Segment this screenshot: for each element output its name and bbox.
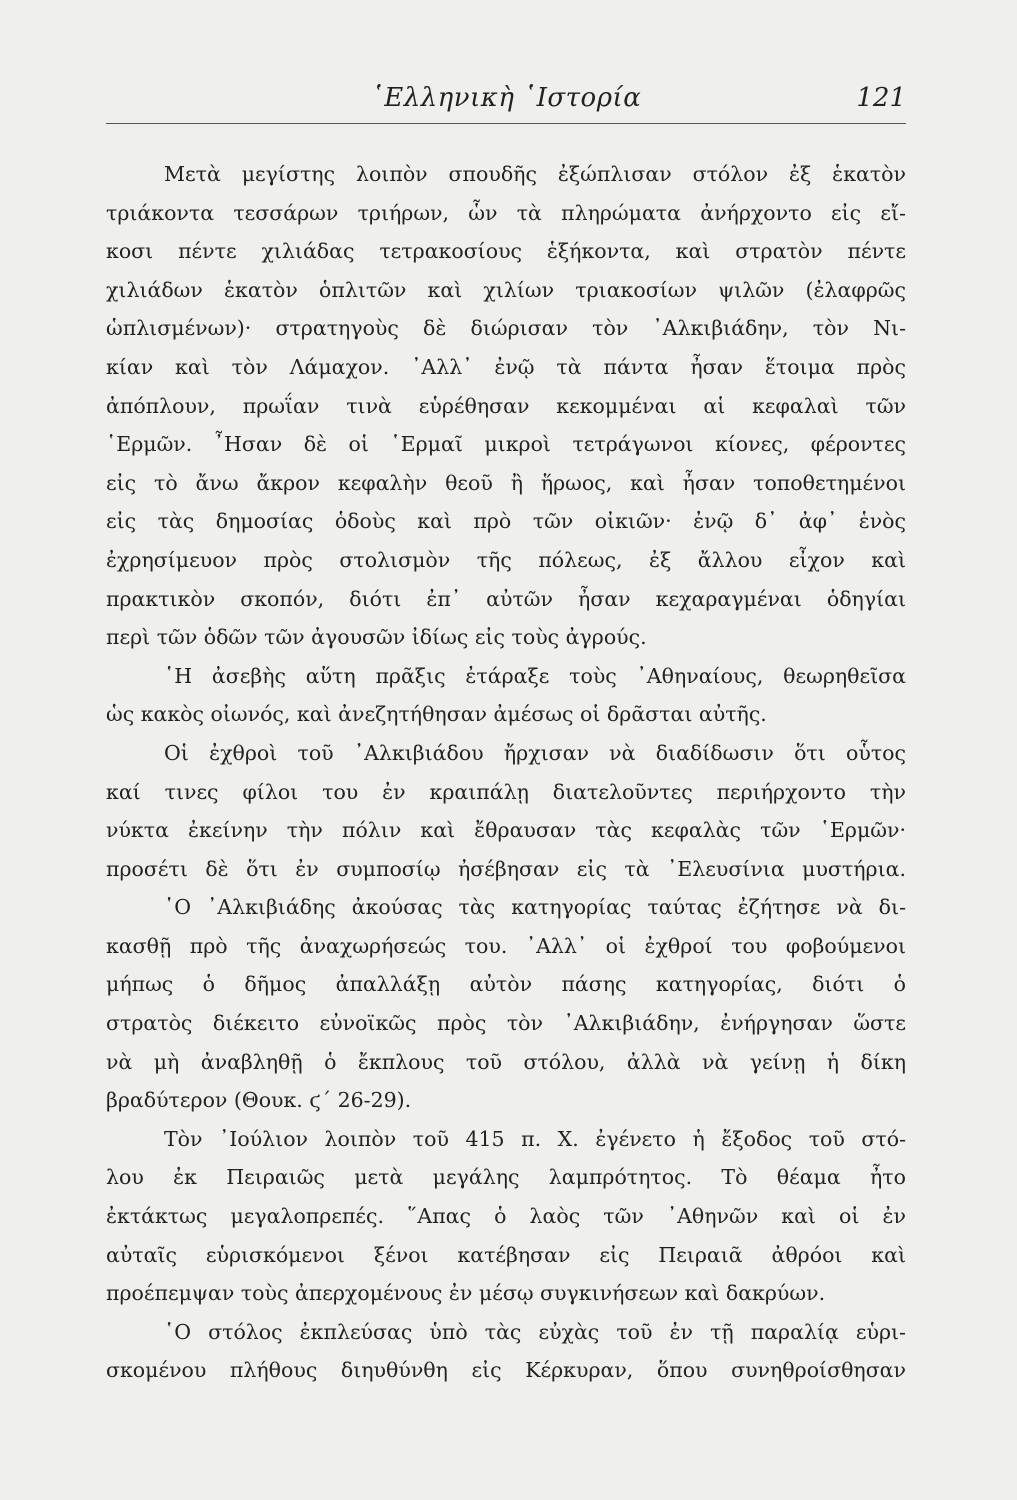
- page-number: 121: [856, 83, 906, 113]
- text-line: λου ἐκ Πειραιῶς μετὰ μεγάλης λαμπρότητος. Τὸ θέαμα ἦτο: [106, 1165, 906, 1190]
- text-line: νὰ μὴ ἀναβληθῇ ὁ ἔκπλους τοῦ στόλου, ἀλλὰ νὰ γείνῃ ἡ δίκη: [106, 1049, 906, 1074]
- text-line: ὡς κακὸς οἰωνός, καὶ ἀνεζητήθησαν ἀμέσως οἱ δρᾶσται αὐτῆς.: [106, 702, 767, 727]
- header-rule: [106, 123, 906, 124]
- running-title: ῾Ελληνικὴ ῾Ιστορία: [370, 83, 642, 113]
- running-header: [106, 83, 906, 123]
- text-line: Οἱ ἐχθροὶ τοῦ ᾿Αλκιβιάδου ἤρχισαν νὰ διαδίδωσιν ὅτι οὗτος: [164, 740, 906, 765]
- text-line: βραδύτερον (Θουκ. ϛ΄ 26-29).: [106, 1088, 412, 1113]
- text-line: ῾Ο ᾿Αλκιβιάδης ἀκούσας τὰς κατηγορίας ταύτας ἐζήτησε νὰ δι-: [164, 895, 906, 920]
- text-line: Τὸν ᾿Ιούλιον λοιπὸν τοῦ 415 π. Χ. ἐγένετο ἡ ἔξοδος τοῦ στό-: [164, 1126, 906, 1151]
- text-line: Μετὰ μεγίστης λοιπὸν σπουδῆς ἐξώπλισαν στόλον ἐξ ἑκατὸν: [164, 162, 906, 186]
- text-line: ῾Ο στόλος ἐκπλεύσας ὑπὸ τὰς εὐχὰς τοῦ ἐν τῇ παραλίᾳ εὑρι-: [164, 1319, 906, 1344]
- text-line: εἰς τὰς δημοσίας ὁδοὺς καὶ πρὸ τῶν οἰκιῶν· ἐνῷ δ᾿ ἀφ᾿ ἑνὸς: [106, 509, 906, 534]
- text-line: κασθῇ πρὸ τῆς ἀναχωρήσεώς του. ᾿Αλλ᾿ οἱ ἐχθροί του φοβούμενοι: [106, 933, 906, 958]
- text-line: εἰς τὸ ἄνω ἄκρον κεφαλὴν θεοῦ ἢ ἥρωος, καὶ ἦσαν τοποθετημένοι: [106, 470, 906, 495]
- text-line: προσέτι δὲ ὅτι ἐν συμποσίῳ ἠσέβησαν εἰς τὰ ᾿Ελευσίνια μυστήρια.: [106, 856, 906, 881]
- text-line: σκομένου πλήθους διηυθύνθη εἰς Κέρκυραν, ὅπου συνηθροίσθησαν: [106, 1358, 906, 1383]
- text-line: προέπεμψαν τοὺς ἀπερχομένους ἐν μέσῳ συγκινήσεων καὶ δακρύων.: [106, 1281, 826, 1306]
- text-line: ὡπλισμένων)· στρατηγοὺς δὲ διώρισαν τὸν ᾿Αλκιβιάδην, τὸν Νι-: [106, 316, 906, 341]
- text-line: ῾Η ἀσεβὴς αὕτη πρᾶξις ἐτάραξε τοὺς ᾿Αθηναίους, θεωρηθεῖσα: [164, 663, 906, 688]
- text-line: στρατὸς διέκειτο εὐνοϊκῶς πρὸς τὸν ᾿Αλκιβιάδην, ἐνήργησαν ὥστε: [106, 1011, 906, 1036]
- text-line: περὶ τῶν ὁδῶν τῶν ἀγουσῶν ἰδίως εἰς τοὺς ἀγρούς.: [106, 625, 647, 650]
- text-line: ῾Ερμῶν. ῏Ησαν δὲ οἱ ῾Ερμαῖ μικροὶ τετράγωνοι κίονες, φέροντες: [106, 432, 906, 457]
- text-line: κοσι πέντε χιλιάδας τετρακοσίους ἑξήκοντα, καὶ στρατὸν πέντε: [106, 239, 906, 264]
- text-line: ἐκτάκτως μεγαλοπρεπές. ῞Απας ὁ λαὸς τῶν ᾿Αθηνῶν καὶ οἱ ἐν: [106, 1204, 906, 1229]
- text-line: κίαν καὶ τὸν Λάμαχον. ᾿Αλλ᾿ ἐνῷ τὰ πάντα ἦσαν ἕτοιμα πρὸς: [106, 354, 906, 379]
- text-line: πρακτικὸν σκοπόν, διότι ἐπ᾿ αὐτῶν ἦσαν κεχαραγμέναι ὁδηγίαι: [106, 586, 906, 611]
- text-line: ἐχρησίμευον πρὸς στολισμὸν τῆς πόλεως, ἐξ ἄλλου εἶχον καὶ: [106, 547, 906, 572]
- text-line: νύκτα ἐκείνην τὴν πόλιν καὶ ἔθραυσαν τὰς κεφαλὰς τῶν ῾Ερμῶν·: [106, 818, 906, 843]
- text-line: καί τινες φίλοι του ἐν κραιπάλῃ διατελοῦντες περιήρχοντο τὴν: [106, 779, 906, 804]
- text-line: ἀπόπλουν, πρωΐαν τινὰ εὑρέθησαν κεκομμέναι αἱ κεφαλαὶ τῶν: [106, 393, 906, 418]
- text-line: μήπως ὁ δῆμος ἀπαλλάξῃ αὐτὸν πάσης κατηγορίας, διότι ὁ: [106, 972, 906, 997]
- body-text: [106, 155, 906, 1390]
- text-line: χιλιάδων ἑκατὸν ὁπλιτῶν καὶ χιλίων τριακοσίων ψιλῶν (ἐλαφρῶς: [106, 277, 906, 302]
- text-line: τριάκοντα τεσσάρων τριήρων, ὧν τὰ πληρώματα ἀνήρχοντο εἰς εἴ-: [106, 200, 906, 225]
- text-line: αὐταῖς εὑρισκόμενοι ξένοι κατέβησαν εἰς Πειραιᾶ ἀθρόοι καὶ: [106, 1242, 906, 1267]
